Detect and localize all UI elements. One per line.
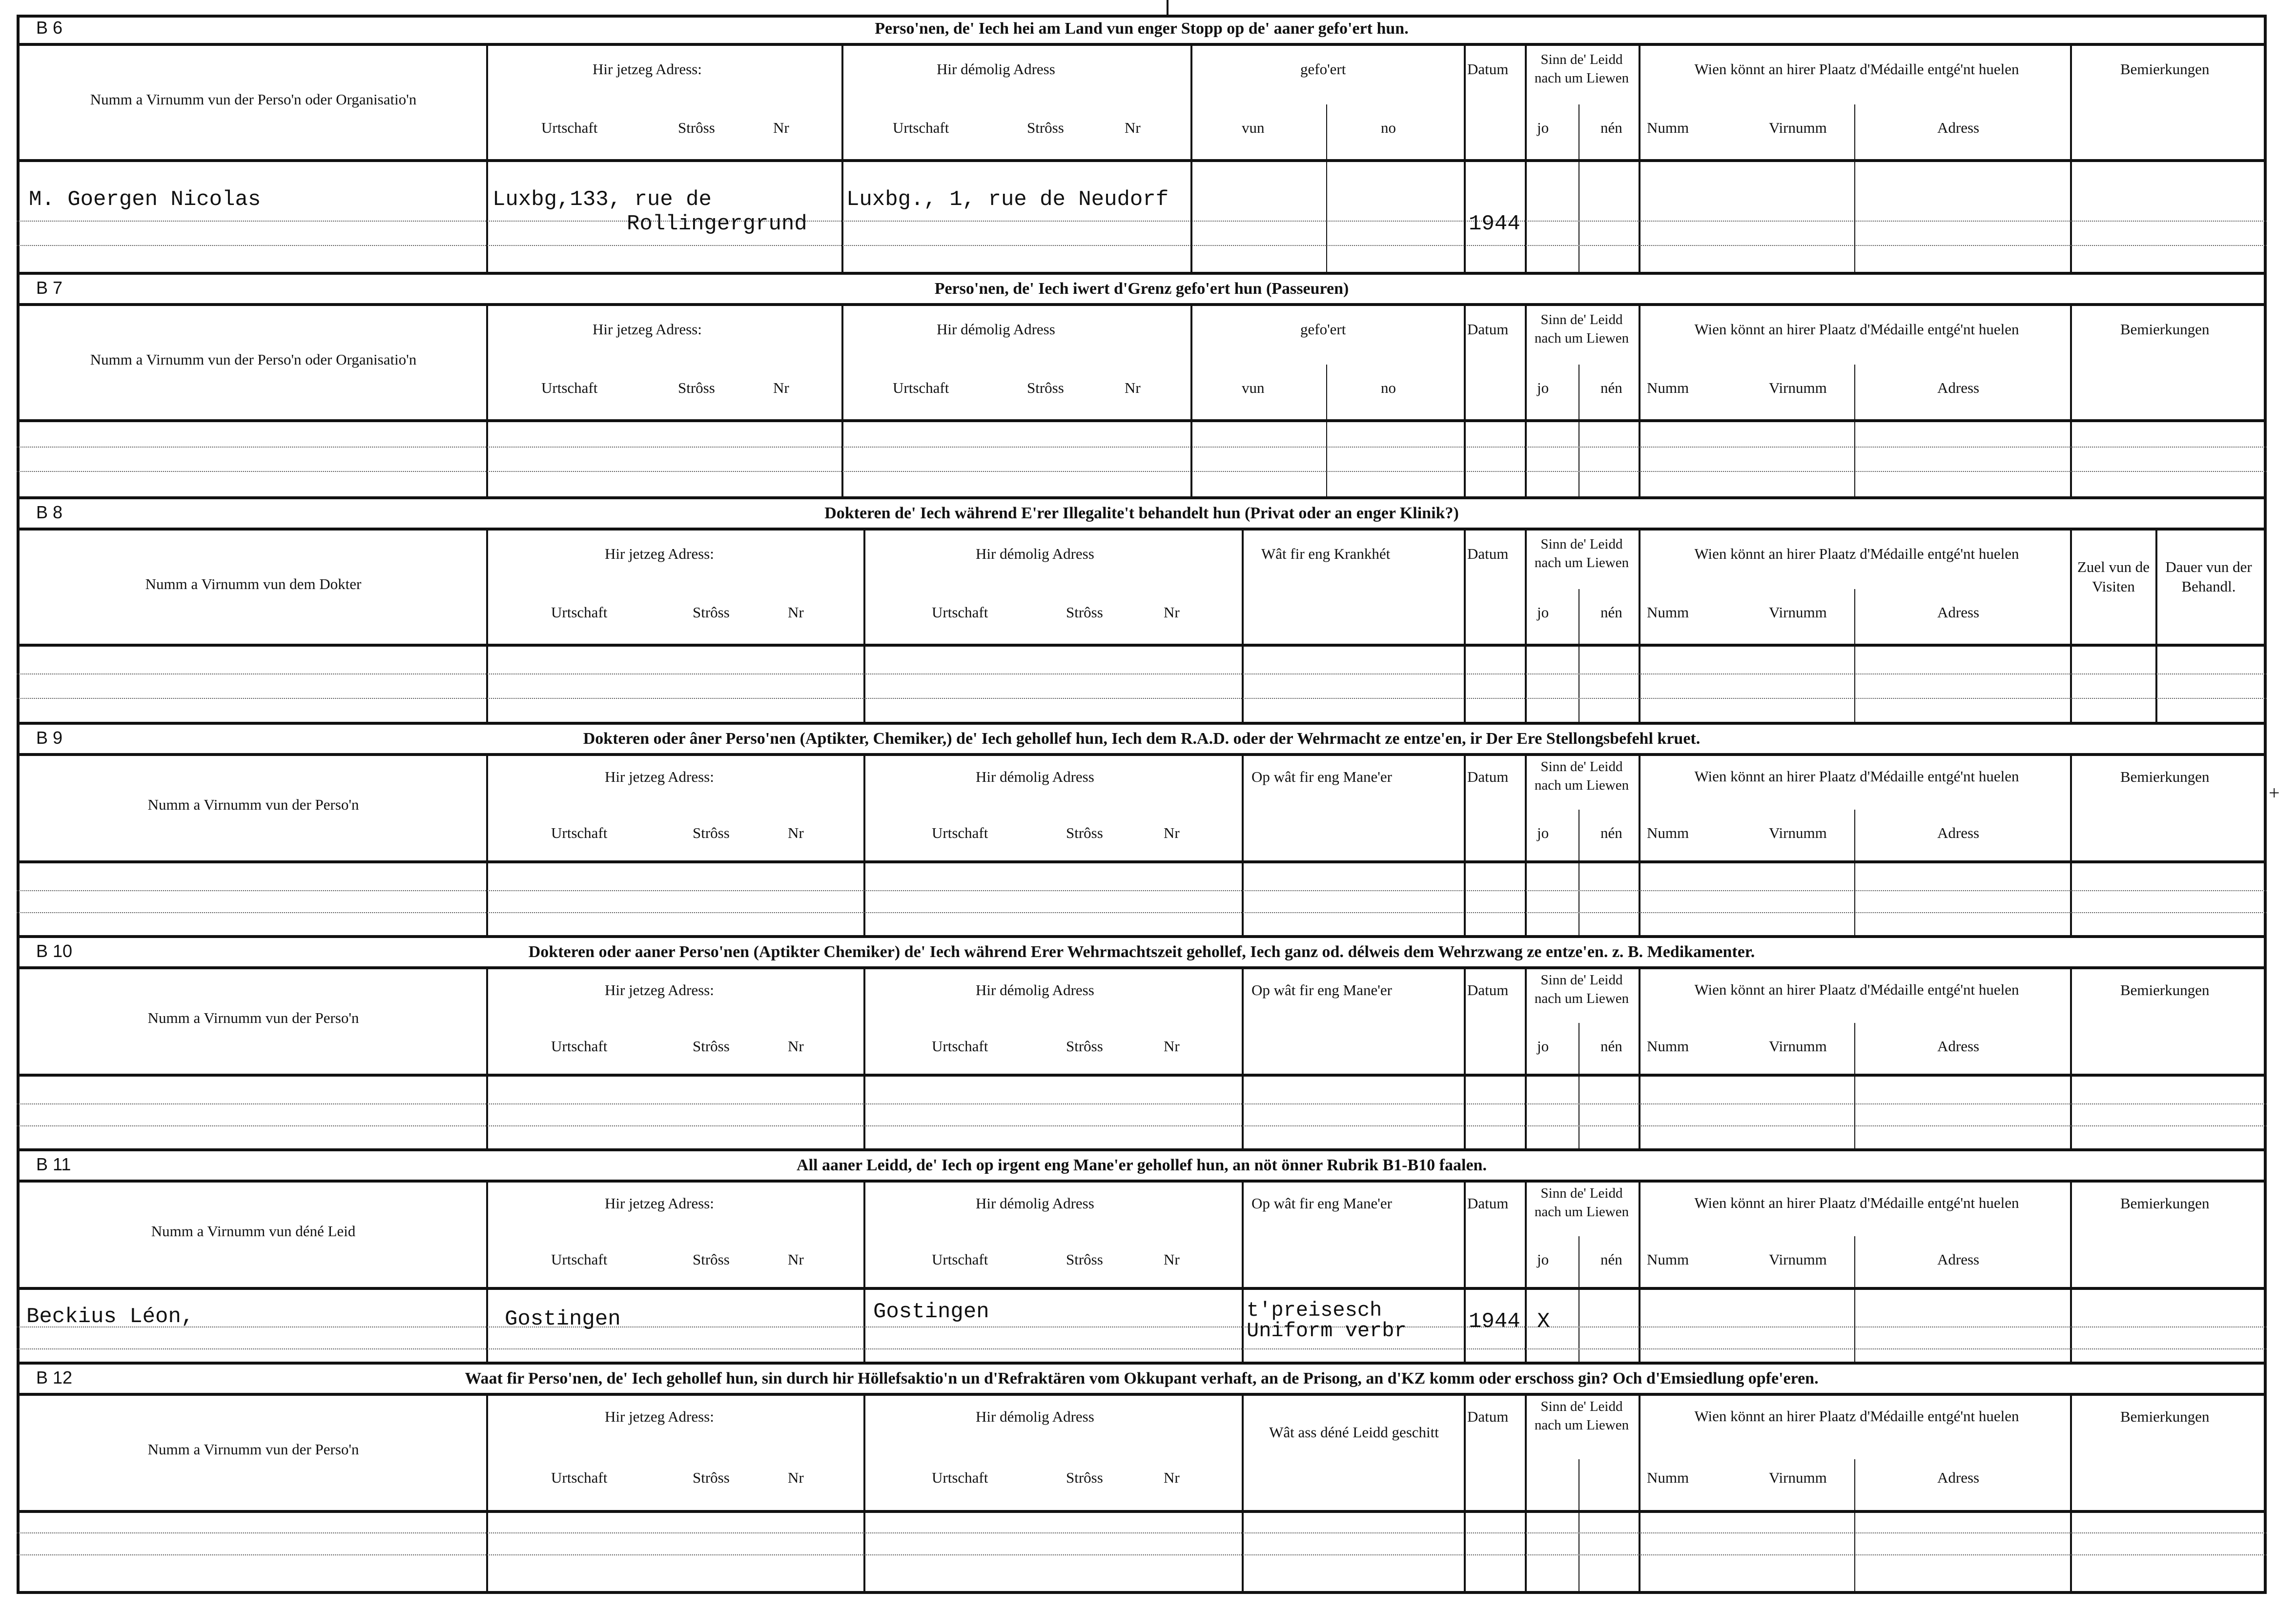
col-numm: Numm: [1647, 1251, 1689, 1268]
col-nr: Nr: [1164, 824, 1180, 841]
col-name-header: Numm a Virnumm vun der Perso'n oder Organisatio'n: [90, 351, 417, 368]
col-to: no: [1381, 379, 1396, 396]
col-medal: Wien könnt an hirer Plaatz d'Médaille entgé'nt huelen: [1694, 321, 2019, 338]
section-b11: [17, 1151, 2267, 1365]
col-current-address: Hir jetzeg Adress:: [593, 61, 702, 78]
col-datum: Datum: [1467, 768, 1509, 785]
col-illness: Wât fir eng Krankhét: [1261, 545, 1391, 562]
section-title: Dokteren de' Iech während E'rer Illegalite't behandelt hun (Privat oder an enger Klinik?): [824, 504, 1459, 522]
col-former-address: Hir démolig Adress: [976, 1195, 1094, 1212]
col-datum: Datum: [1467, 981, 1509, 999]
entry-row: [17, 162, 2267, 275]
col-what-happened: Wât ass déné Leidd geschitt: [1269, 1424, 1439, 1441]
col-adress: Adress: [1937, 1469, 1980, 1486]
column-header: [17, 306, 2267, 422]
col-sinn: Sinn de' Leidd nach um Liewen: [1534, 759, 1629, 793]
col-former-address: Hir démolig Adress: [976, 1408, 1094, 1425]
col-nen: nén: [1600, 119, 1622, 136]
col-name-header: Numm a Virnumm vun der Perso'n oder Organisatio'n: [90, 91, 417, 108]
col-manner: Op wât fir eng Mane'er: [1251, 981, 1392, 999]
section-title-bar: [17, 15, 2267, 46]
col-sinn: Sinn de' Leidd nach um Liewen: [1534, 972, 1629, 1006]
col-virnumm: Virnumm: [1769, 1038, 1827, 1055]
section-title-bar: [17, 275, 2267, 306]
col-virnumm: Virnumm: [1769, 824, 1827, 841]
col-duration: Dauer vun der Behandl.: [2165, 558, 2252, 595]
section-title: Perso'nen, de' Iech iwert d'Grenz gefo'ert hun (Passeuren): [934, 280, 1349, 298]
col-sinn: Sinn de' Leidd nach um Liewen: [1534, 536, 1629, 571]
col-transported: gefo'ert: [1300, 61, 1346, 78]
col-stross: Strôss: [693, 824, 730, 841]
section-title-bar: [17, 499, 2267, 531]
col-nr: Nr: [788, 1251, 804, 1268]
col-nr: Nr: [773, 119, 789, 136]
col-to: no: [1381, 119, 1396, 136]
col-urtschaft: Urtschaft: [932, 1038, 988, 1055]
col-urtschaft: Urtschaft: [932, 1469, 988, 1486]
col-current-address: Hir jetzeg Adress:: [605, 1195, 714, 1212]
col-current-address: Hir jetzeg Adress:: [605, 768, 714, 785]
section-code: B 8: [36, 502, 63, 522]
col-remarks: Bemierkungen: [2120, 1408, 2210, 1425]
col-numm: Numm: [1647, 119, 1689, 136]
col-urtschaft: Urtschaft: [551, 824, 608, 841]
col-nen: nén: [1600, 1038, 1622, 1055]
entry-current-address: Luxbg,133, rue de: [492, 187, 712, 212]
col-urtschaft: Urtschaft: [932, 604, 988, 621]
col-current-address: Hir jetzeg Adress:: [605, 981, 714, 999]
col-sinn: Sinn de' Leidd nach um Liewen: [1534, 52, 1629, 86]
section-title-bar: [17, 1365, 2267, 1396]
col-former-address: Hir démolig Adress: [976, 768, 1094, 785]
col-jo: jo: [1537, 119, 1549, 136]
entry-current-address: Gostingen: [505, 1307, 621, 1331]
col-medal: Wien könnt an hirer Plaatz d'Médaille entgé'nt huelen: [1694, 545, 2019, 562]
col-adress: Adress: [1937, 1251, 1980, 1268]
entry-former-address: Luxbg., 1, rue de Neudorf: [846, 187, 1169, 212]
col-virnumm: Virnumm: [1769, 604, 1827, 621]
col-adress: Adress: [1937, 604, 1980, 621]
entry-row: [17, 647, 2267, 725]
col-sinn: Sinn de' Leidd nach um Liewen: [1534, 1399, 1629, 1433]
col-nr: Nr: [788, 604, 804, 621]
entry-datum: 1944: [1469, 1309, 1520, 1334]
col-visits: Zuel vun de Visiten: [2077, 558, 2150, 595]
col-stross: Strôss: [693, 1038, 730, 1055]
col-nr: Nr: [788, 1038, 804, 1055]
col-stross: Strôss: [1027, 119, 1064, 136]
col-urtschaft: Urtschaft: [551, 1038, 608, 1055]
column-header: [17, 969, 2267, 1077]
col-remarks: Bemierkungen: [2120, 768, 2210, 785]
col-transported: gefo'ert: [1300, 321, 1346, 338]
section-title-bar: [17, 725, 2267, 756]
col-urtschaft: Urtschaft: [541, 119, 598, 136]
column-header: [17, 1183, 2267, 1290]
section-b6: [17, 15, 2267, 275]
col-jo: jo: [1537, 1251, 1549, 1268]
entry-row: [17, 1077, 2267, 1151]
top-margin-mark: [1167, 0, 1168, 15]
column-header: [17, 756, 2267, 863]
col-urtschaft: Urtschaft: [541, 379, 598, 396]
entry-row: [17, 422, 2267, 499]
col-datum: Datum: [1467, 321, 1509, 338]
col-remarks: Bemierkungen: [2120, 321, 2210, 338]
col-stross: Strôss: [1066, 604, 1103, 621]
col-remarks: Bemierkungen: [2120, 981, 2210, 999]
entry-name: M. Goergen Nicolas: [29, 187, 261, 212]
col-name-header: Numm a Virnumm vun der Perso'n: [147, 796, 359, 813]
col-urtschaft: Urtschaft: [932, 1251, 988, 1268]
col-name-header: Numm a Virnumm vun dem Dokter: [145, 575, 362, 592]
col-urtschaft: Urtschaft: [893, 119, 949, 136]
col-virnumm: Virnumm: [1769, 119, 1827, 136]
col-stross: Strôss: [1066, 1038, 1103, 1055]
col-nr: Nr: [773, 379, 789, 396]
col-nr: Nr: [1164, 1469, 1180, 1486]
col-name-header: Numm a Virnumm vun der Perso'n: [147, 1441, 359, 1458]
col-stross: Strôss: [693, 1469, 730, 1486]
col-nen: nén: [1600, 1251, 1622, 1268]
section-title: Dokteren oder aaner Perso'nen (Aptikter Chemiker) de' Iech während Erer Wehrmachtszeit gehollef, Iech ganz od. délweis dem Wehrzwang ze entze'en. z. B. Medikamenter.: [528, 943, 1755, 961]
col-medal: Wien könnt an hirer Plaatz d'Médaille entgé'nt huelen: [1694, 768, 2019, 785]
col-jo: jo: [1537, 379, 1549, 396]
col-urtschaft: Urtschaft: [551, 604, 608, 621]
col-current-address: Hir jetzeg Adress:: [593, 321, 702, 338]
entry-row: [17, 863, 2267, 938]
section-code: B 10: [36, 941, 73, 961]
col-remarks: Bemierkungen: [2120, 1195, 2210, 1212]
col-numm: Numm: [1647, 604, 1689, 621]
section-title: All aaner Leidd, de' Iech op irgent eng Mane'er gehollef hun, an nöt önner Rubrik B1-B10 faalen.: [797, 1156, 1487, 1174]
col-nen: nén: [1600, 604, 1622, 621]
col-from: vun: [1242, 379, 1265, 396]
entry-manner-line2: Uniform verbr: [1247, 1319, 1407, 1343]
col-numm: Numm: [1647, 1469, 1689, 1486]
col-medal: Wien könnt an hirer Plaatz d'Médaille entgé'nt huelen: [1694, 61, 2019, 78]
col-nr: Nr: [788, 824, 804, 841]
col-numm: Numm: [1647, 824, 1689, 841]
col-virnumm: Virnumm: [1769, 1469, 1827, 1486]
col-manner: Op wât fir eng Mane'er: [1251, 768, 1392, 785]
col-urtschaft: Urtschaft: [932, 824, 988, 841]
section-b10: [17, 938, 2267, 1151]
entry-name: Beckius Léon,: [26, 1305, 194, 1329]
entry-current-address-street: Rollingergrund: [627, 212, 807, 236]
col-former-address: Hir démolig Adress: [976, 981, 1094, 999]
col-former-address: Hir démolig Adress: [937, 321, 1055, 338]
col-jo: jo: [1537, 604, 1549, 621]
col-nen: nén: [1600, 379, 1622, 396]
section-b7: [17, 275, 2267, 499]
col-urtschaft: Urtschaft: [551, 1469, 608, 1486]
col-virnumm: Virnumm: [1769, 379, 1827, 396]
col-sinn: Sinn de' Leidd nach um Liewen: [1534, 312, 1629, 346]
col-nr: Nr: [788, 1469, 804, 1486]
section-b8: [17, 499, 2267, 725]
col-jo: jo: [1537, 824, 1549, 841]
col-stross: Strôss: [1066, 1469, 1103, 1486]
col-medal: Wien könnt an hirer Plaatz d'Médaille entgé'nt huelen: [1694, 1194, 2019, 1211]
section-b9: [17, 725, 2267, 938]
col-adress: Adress: [1937, 1038, 1980, 1055]
col-urtschaft: Urtschaft: [551, 1251, 608, 1268]
col-sinn: Sinn de' Leidd nach um Liewen: [1534, 1185, 1629, 1220]
col-adress: Adress: [1937, 119, 1980, 136]
col-numm: Numm: [1647, 1038, 1689, 1055]
col-stross: Strôss: [693, 604, 730, 621]
col-datum: Datum: [1467, 1195, 1509, 1212]
entry-manner-line1: t'preisesch: [1247, 1299, 1382, 1322]
col-former-address: Hir démolig Adress: [976, 545, 1094, 562]
col-name-header: Numm a Virnumm vun der Perso'n: [147, 1009, 359, 1026]
col-from: vun: [1242, 119, 1265, 136]
col-stross: Strôss: [693, 1251, 730, 1268]
column-header: [17, 531, 2267, 647]
col-stross: Strôss: [1066, 824, 1103, 841]
entry-former-address: Gostingen: [873, 1300, 989, 1324]
col-former-address: Hir démolig Adress: [937, 61, 1055, 78]
col-current-address: Hir jetzeg Adress:: [605, 1408, 714, 1425]
col-numm: Numm: [1647, 379, 1689, 396]
section-code: B 12: [36, 1367, 73, 1388]
col-datum: Datum: [1467, 545, 1509, 562]
section-b12: [17, 1365, 2267, 1594]
section-title: Perso'nen, de' Iech hei am Land vun enger Stopp op de' aaner gefo'ert hun.: [875, 20, 1409, 38]
col-datum: Datum: [1467, 61, 1509, 78]
margin-mark: +: [2269, 782, 2280, 804]
entry-row: [17, 1290, 2267, 1365]
col-current-address: Hir jetzeg Adress:: [605, 545, 714, 562]
col-nr: Nr: [1164, 1038, 1180, 1055]
col-virnumm: Virnumm: [1769, 1251, 1827, 1268]
section-code: B 6: [36, 18, 63, 38]
section-code: B 9: [36, 728, 63, 748]
col-remarks: Bemierkungen: [2120, 61, 2210, 78]
entry-datum: 1944: [1469, 212, 1520, 236]
column-header: [17, 46, 2267, 162]
col-medal: Wien könnt an hirer Plaatz d'Médaille entgé'nt huelen: [1694, 1408, 2019, 1425]
col-adress: Adress: [1937, 379, 1980, 396]
col-stross: Strôss: [1066, 1251, 1103, 1268]
col-adress: Adress: [1937, 824, 1980, 841]
section-code: B 11: [36, 1154, 71, 1174]
col-nr: Nr: [1125, 379, 1141, 396]
section-title: Dokteren oder âner Perso'nen (Aptikter, Chemiker,) de' Iech gehollef hun, Iech dem R.A.D. oder der Wehrmacht ze entze'en, ir Der Ere Stellongsbefehl kruet.: [583, 730, 1701, 748]
section-title-bar: [17, 938, 2267, 969]
col-nr: Nr: [1164, 1251, 1180, 1268]
column-header: [17, 1396, 2267, 1513]
col-medal: Wien könnt an hirer Plaatz d'Médaille entgé'nt huelen: [1694, 981, 2019, 998]
col-manner: Op wât fir eng Mane'er: [1251, 1195, 1392, 1212]
entry-row: [17, 1513, 2267, 1591]
col-stross: Strôss: [1027, 379, 1064, 396]
entry-jo-mark: X: [1537, 1309, 1550, 1334]
section-title-bar: [17, 1151, 2267, 1183]
col-stross: Strôss: [678, 379, 715, 396]
col-nen: nén: [1600, 824, 1622, 841]
col-name-header: Numm a Virnumm vun déné Leid: [151, 1223, 356, 1240]
col-urtschaft: Urtschaft: [893, 379, 949, 396]
section-code: B 7: [36, 278, 63, 298]
col-nr: Nr: [1164, 604, 1180, 621]
col-datum: Datum: [1467, 1408, 1509, 1425]
col-jo: jo: [1537, 1038, 1549, 1055]
col-nr: Nr: [1125, 119, 1141, 136]
col-stross: Strôss: [678, 119, 715, 136]
section-title: Waat fir Perso'nen, de' Iech gehollef hun, sin durch hir Höllefsaktio'n un d'Refraktären vom Okkupant verhaft, an de Prisong, an d'KZ komm oder erschoss gin? Och d'Emsiedlung opfe'eren.: [465, 1369, 1819, 1388]
